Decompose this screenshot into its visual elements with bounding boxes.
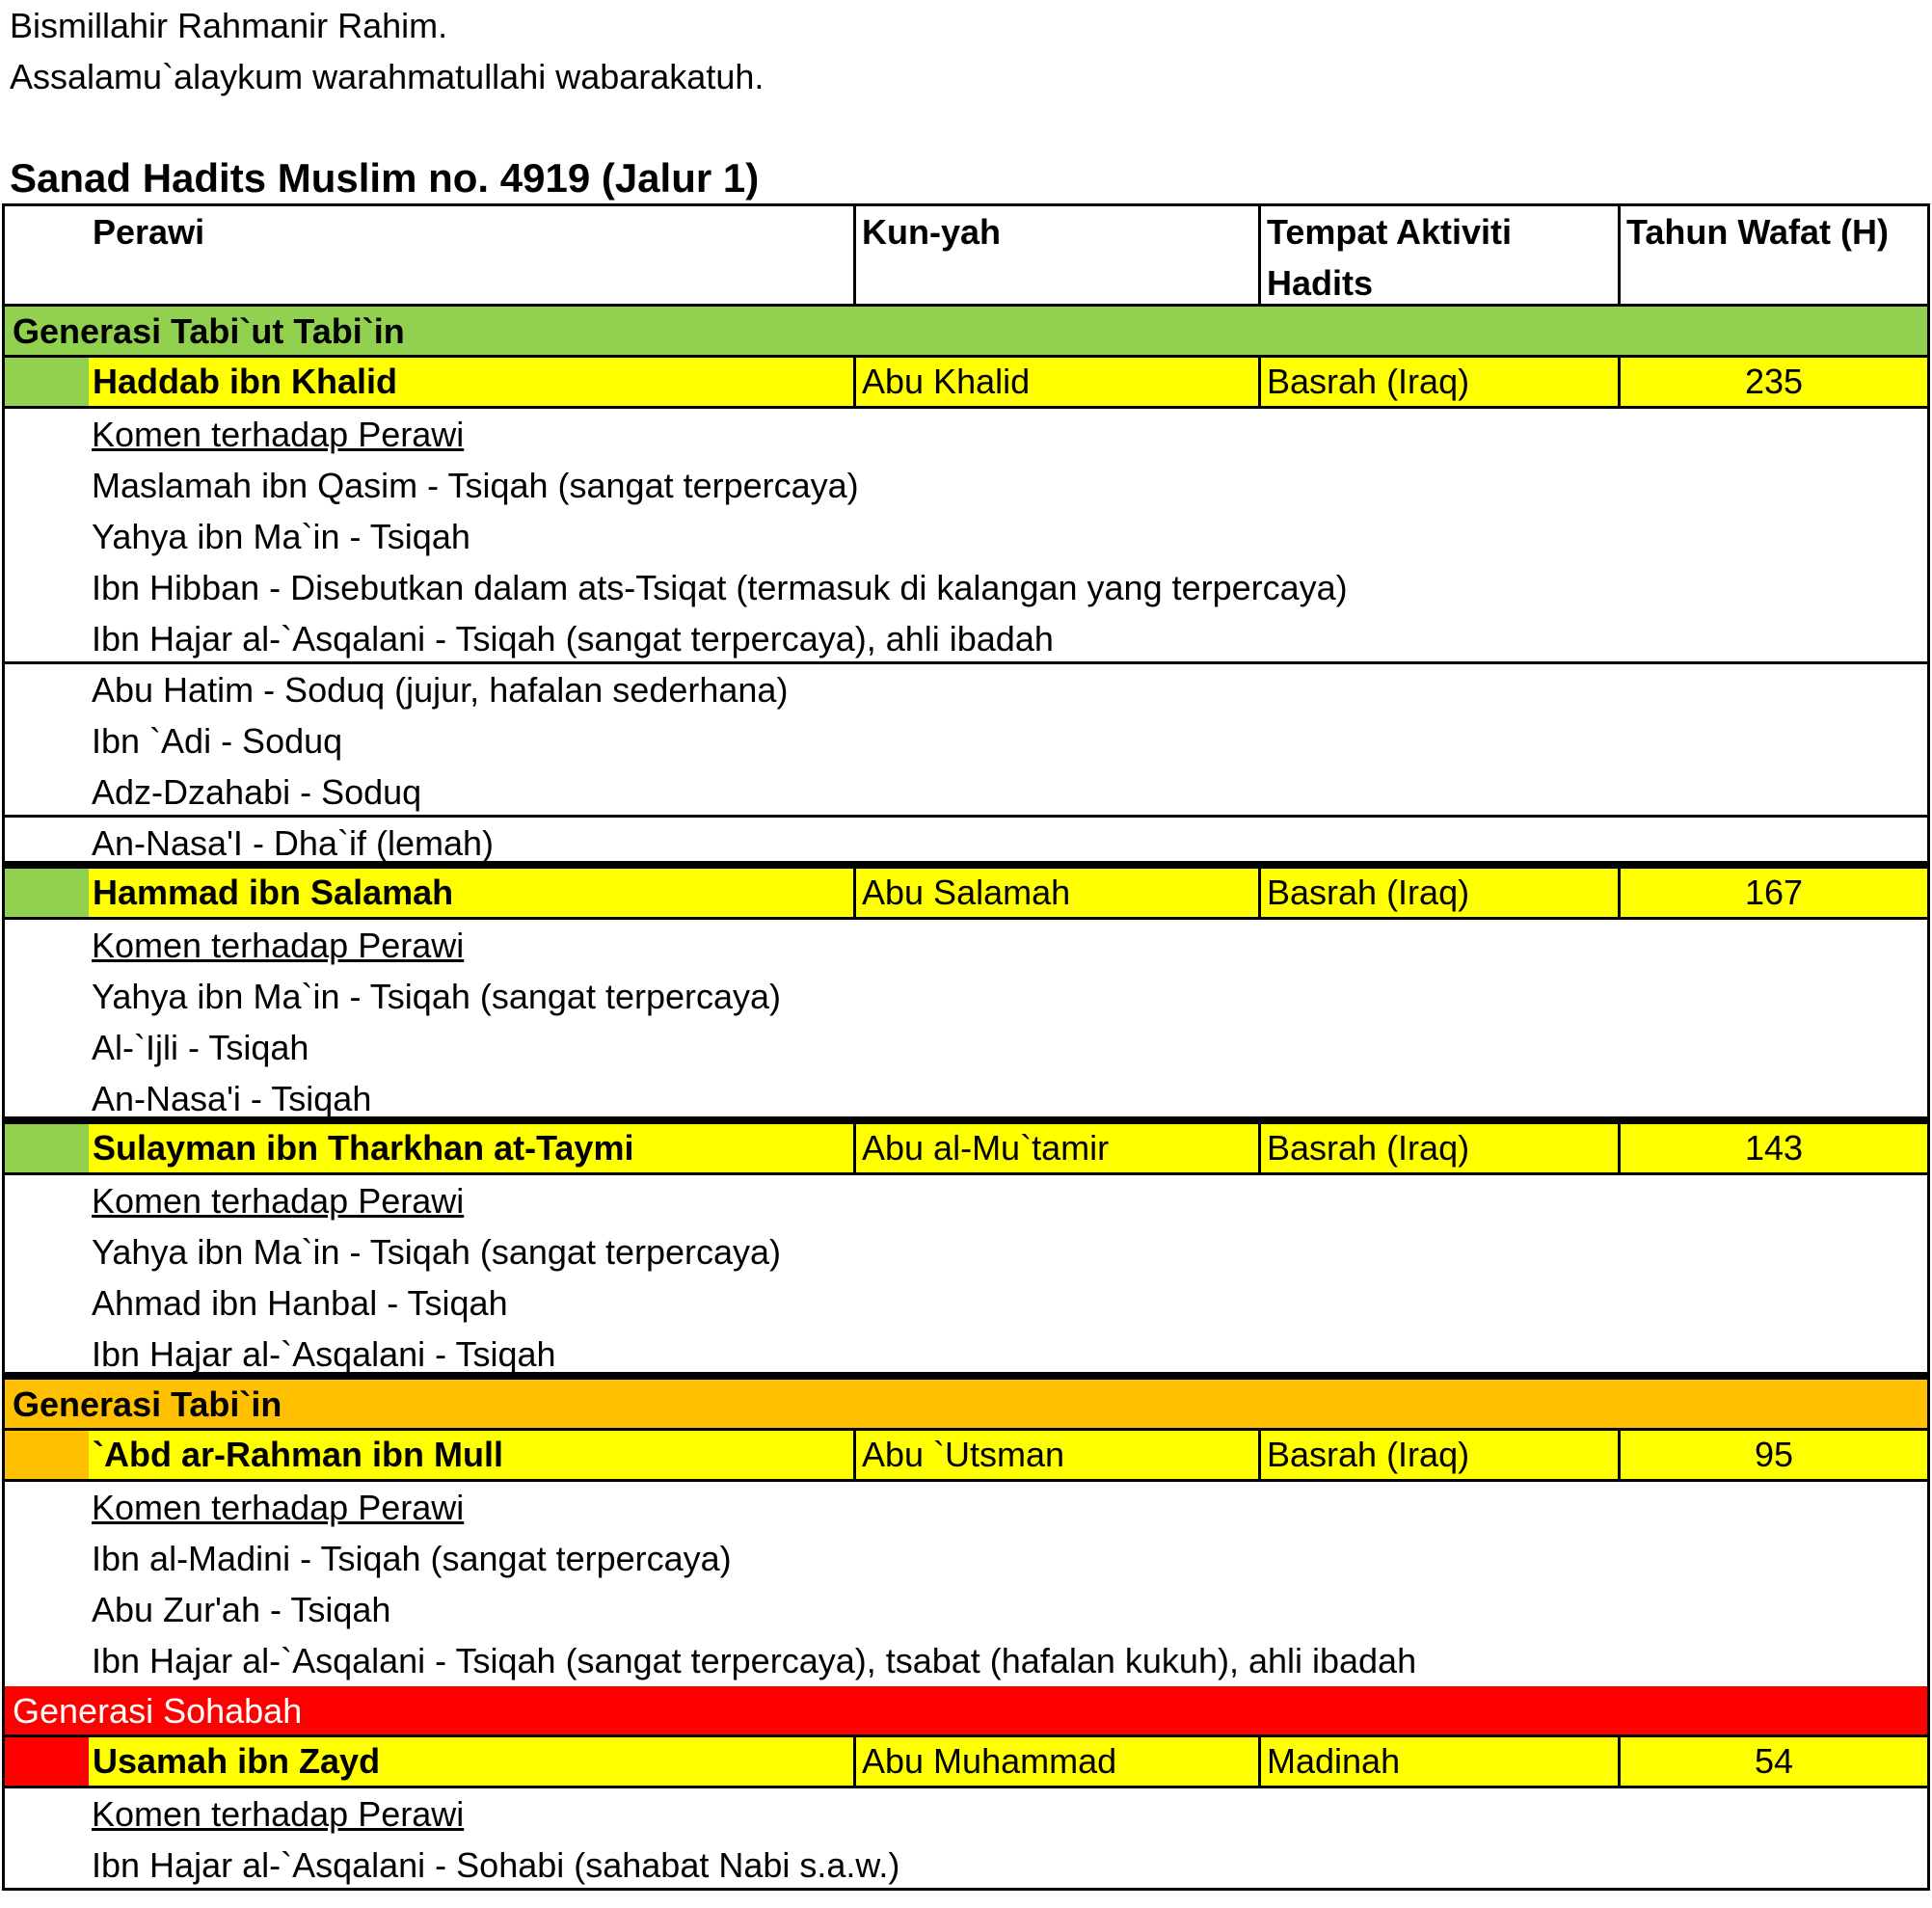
comment-line: Ibn Hajar al-`Asqalani - Tsiqah (sangat terpercaya), ahli ibadah <box>2 613 1930 664</box>
comment-line: Ibn al-Madini - Tsiqah (sangat terpercaya) <box>2 1533 1930 1584</box>
comment-line: Ibn `Adi - Soduq <box>2 715 1930 766</box>
greeting-line-1: Bismillahir Rahmanir Rahim. <box>10 6 448 45</box>
comment-heading: Komen terhadap Perawi <box>2 409 1930 460</box>
comment-line: Abu Zur'ah - Tsiqah <box>2 1584 1930 1635</box>
narrator-place: Basrah (Iraq) <box>1258 869 1618 917</box>
comment-line: An-Nasa'i - Tsiqah <box>2 1073 1930 1124</box>
narrator-year: 143 <box>1618 1124 1927 1172</box>
header-tahun-wafat: Tahun Wafat (H) <box>1618 206 1927 304</box>
narrator-place: Basrah (Iraq) <box>1258 358 1618 406</box>
narrator-row <box>2 1737 1930 1788</box>
comment-line: Yahya ibn Ma`in - Tsiqah <box>2 511 1930 562</box>
narrator-kunyah: Abu al-Mu`tamir <box>853 1124 1258 1172</box>
narrator-row <box>2 869 1930 920</box>
narrator-name: Sulayman ibn Tharkhan at-Taymi <box>89 1124 853 1172</box>
narrator-place: Madinah <box>1258 1737 1618 1786</box>
sanad-table <box>2 203 1930 1891</box>
page-title: Sanad Hadits Muslim no. 4919 (Jalur 1) <box>10 155 760 201</box>
table-header <box>2 203 1930 307</box>
comment-line: Ibn Hajar al-`Asqalani - Tsiqah <box>2 1329 1930 1380</box>
narrator-place: Basrah (Iraq) <box>1258 1124 1618 1172</box>
comment-line: Ibn Hibban - Disebutkan dalam ats-Tsiqat (termasuk di kalangan yang terpercaya) <box>2 562 1930 613</box>
generation-marker <box>5 1737 89 1786</box>
generation-tabiin: Generasi Tabi`in <box>2 1380 1930 1431</box>
narrator-name: Usamah ibn Zayd <box>89 1737 853 1786</box>
comment-line: Ahmad ibn Hanbal - Tsiqah <box>2 1277 1930 1329</box>
header-perawi: Perawi <box>93 212 205 252</box>
narrator-year: 54 <box>1618 1737 1927 1786</box>
narrator-kunyah: Abu Khalid <box>853 358 1258 406</box>
narrator-row <box>2 1431 1930 1482</box>
comment-line: Yahya ibn Ma`in - Tsiqah (sangat terpercaya) <box>2 971 1930 1022</box>
comment-line: Abu Hatim - Soduq (jujur, hafalan sederhana) <box>2 664 1930 715</box>
comment-line: Maslamah ibn Qasim - Tsiqah (sangat terpercaya) <box>2 460 1930 511</box>
generation-marker <box>5 358 89 406</box>
generation-tabiut-tabiin: Generasi Tabi`ut Tabi`in <box>2 307 1930 358</box>
narrator-name: `Abd ar-Rahman ibn Mull <box>89 1431 853 1479</box>
comment-line: Ibn Hajar al-`Asqalani - Tsiqah (sangat terpercaya), tsabat (hafalan kukuh), ahli ibadah <box>2 1635 1930 1686</box>
comment-heading: Komen terhadap Perawi <box>2 1788 1930 1840</box>
narrator-row <box>2 1124 1930 1175</box>
narrator-kunyah: Abu `Utsman <box>853 1431 1258 1479</box>
comment-line: Al-`Ijli - Tsiqah <box>2 1022 1930 1073</box>
narrator-row <box>2 358 1930 409</box>
narrator-name: Hammad ibn Salamah <box>89 869 853 917</box>
narrator-place: Basrah (Iraq) <box>1258 1431 1618 1479</box>
narrator-name: Haddab ibn Khalid <box>89 358 853 406</box>
narrator-kunyah: Abu Salamah <box>853 869 1258 917</box>
narrator-kunyah: Abu Muhammad <box>853 1737 1258 1786</box>
header-tempat: Tempat Aktiviti Hadits <box>1258 206 1618 304</box>
generation-sohabah: Generasi Sohabah <box>2 1686 1930 1737</box>
narrator-year: 95 <box>1618 1431 1927 1479</box>
comment-line: An-Nasa'I - Dha`if (lemah) <box>2 818 1930 869</box>
generation-marker <box>5 1124 89 1172</box>
comment-heading: Komen terhadap Perawi <box>2 1175 1930 1226</box>
comment-line: Yahya ibn Ma`in - Tsiqah (sangat terpercaya) <box>2 1226 1930 1277</box>
header-kunyah: Kun-yah <box>853 206 1258 304</box>
header-blank-cell <box>5 206 89 304</box>
comment-line: Ibn Hajar al-`Asqalani - Sohabi (sahabat Nabi s.a.w.) <box>2 1840 1930 1891</box>
comment-heading: Komen terhadap Perawi <box>2 1482 1930 1533</box>
generation-marker <box>5 1431 89 1479</box>
greeting-line-2: Assalamu`alaykum warahmatullahi wabarakatuh. <box>10 57 765 96</box>
generation-marker <box>5 869 89 917</box>
comment-line: Adz-Dzahabi - Soduq <box>2 766 1930 818</box>
comment-heading: Komen terhadap Perawi <box>2 920 1930 971</box>
narrator-year: 167 <box>1618 869 1927 917</box>
narrator-year: 235 <box>1618 358 1927 406</box>
